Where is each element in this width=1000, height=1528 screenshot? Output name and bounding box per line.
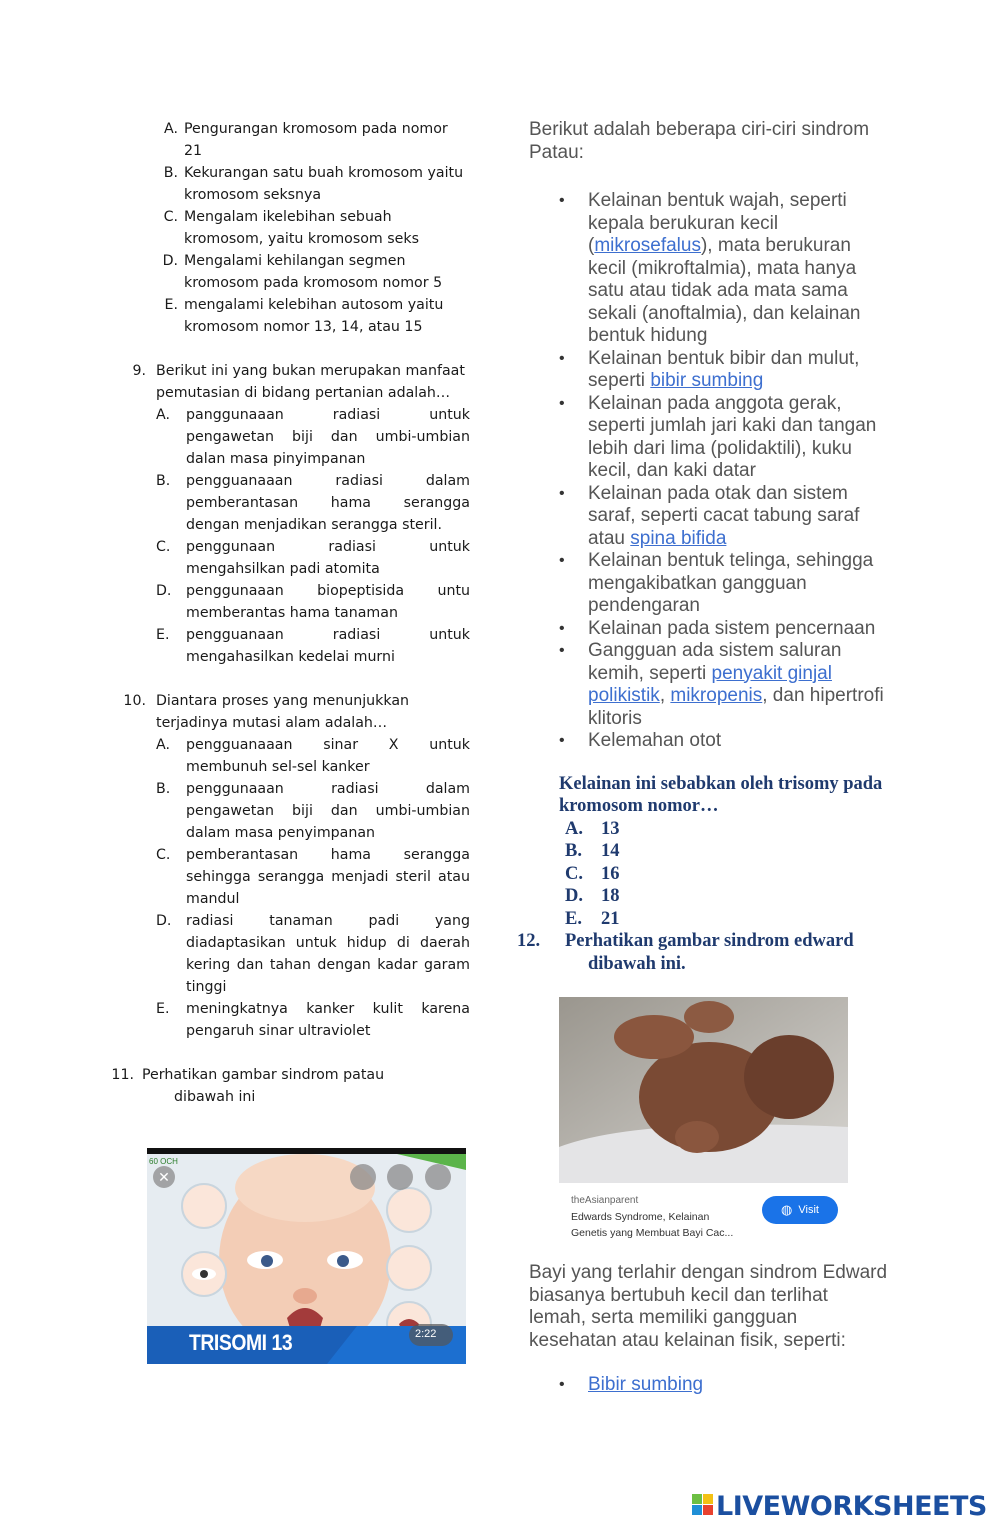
edward-description: Bayi yang terlahir dengan sindrom Edward biasanya bertubuh kecil dan terlihat lemah, serta memiliki gangguan kesehatan atau kelainan fisik, seperti:	[529, 1262, 888, 1351]
option-c[interactable]: C. pemberantasan hama serangga sehingga serangga menjadi steril atau mandul	[156, 847, 470, 907]
prev-question-options	[160, 118, 470, 338]
option-c[interactable]: C. Mengalam ikelebihan sebuah kromosom, yaitu kromosom seks	[163, 209, 419, 247]
question-12	[517, 930, 889, 975]
question-text-line2: dibawah ini	[174, 1089, 256, 1105]
option-a[interactable]: A. panggunaaan radiasi untuk pengawetan biji dan umbi-umbian dalan masa pinyimpanan	[156, 407, 470, 467]
question-number: 11.	[111, 1067, 134, 1083]
question-number: 10.	[123, 693, 146, 709]
link-mikropenis[interactable]: mikropenis	[670, 685, 763, 706]
trisomy-question: Kelainan ini sebabkan oleh trisomy pada kromosom nomor…	[559, 773, 883, 816]
list-item: • Kelainan bentuk telinga, sehingga mengakibatkan gangguan pendengaran	[559, 550, 874, 616]
link-bibir-sumbing-edward[interactable]: Bibir sumbing	[588, 1374, 704, 1395]
option-d[interactable]: D. radiasi tanaman padi yang diadaptasikan untuk hidup di daerah kering dan tahan dengan kadar garam tinggi	[156, 913, 470, 995]
option-d[interactable]: D. penggunaaan biopeptisida untu memberantas hama tanaman	[156, 583, 470, 621]
list-item: • Kelainan pada sistem pencernaan	[559, 617, 876, 639]
question-number: 9.	[132, 363, 146, 379]
option-e[interactable]: E. pengguanaan radiasi untuk mengahasilkan kedelai murni	[156, 627, 470, 665]
caption-title-line2: Genetis yang Membuat Bayi Cac...	[571, 1227, 734, 1239]
liveworksheets-logo[interactable]	[692, 1489, 987, 1523]
question-text-line2: dibawah ini.	[588, 953, 686, 974]
edward-characteristics-list	[529, 1374, 889, 1397]
question-text: Perhatikan gambar sindrom edward	[565, 931, 854, 951]
brand-name: LIVEWORKSHEETS	[716, 1490, 987, 1522]
trisomi-13-image	[147, 1148, 466, 1364]
question-text: Perhatikan gambar sindrom patau	[142, 1067, 385, 1083]
visit-button[interactable]: ◍ Visit	[762, 1196, 838, 1224]
option-b[interactable]: B. pengguanaaan radiasi dalam pemberantasan hama serangga dengan menjadikan serangga steril.	[156, 473, 470, 533]
option-c[interactable]: C. 16	[565, 863, 620, 884]
trisomi-corner-label: 60 OCH	[149, 1157, 178, 1166]
question-9-options	[156, 404, 470, 668]
option-b[interactable]: B. Kekurangan satu buah kromosom yaitu kromosom seksnya	[163, 165, 464, 203]
list-item: • Kelemahan otot	[559, 730, 722, 751]
option-e[interactable]: E. mengalami kelebihan autosom yaitu kromosom nomor 13, 14, atau 15	[164, 297, 444, 335]
option-a[interactable]: A. 13	[565, 818, 620, 839]
left-column	[110, 118, 470, 1108]
option-d[interactable]: D. 18	[565, 886, 620, 906]
option-b[interactable]: B. penggunaaan radiasi dalam pengawetan biji dan umbi-umbian dalam masa penyimpanan	[156, 781, 470, 841]
svg-text:✕: ✕	[158, 1170, 170, 1186]
video-duration: 2:22	[415, 1328, 437, 1340]
list-item: • Kelainan pada otak dan sistem saraf, seperti cacat tabung saraf atau spina bifida	[559, 482, 860, 549]
patau-intro: Berikut adalah beberapa ciri-ciri sindrom Patau:	[529, 119, 870, 163]
question-number: 12.	[517, 931, 541, 951]
list-item: • Kelainan bentuk bibir dan mulut, seperti bibir sumbing	[559, 347, 860, 391]
question-text: Diantara proses yang menunjukkan terjadinya mutasi alam adalah…	[156, 693, 409, 731]
question-11	[100, 1064, 470, 1108]
option-d[interactable]: D. Mengalami kehilangan segmen kromosom pada kromosom nomor 5	[162, 253, 443, 291]
liveworksheets-icon	[692, 1494, 714, 1518]
globe-icon: ◍	[781, 1202, 793, 1217]
right-column	[517, 118, 889, 975]
question-10-options	[156, 734, 470, 1042]
caption-title-line1: Edwards Syndrome, Kelainan	[571, 1211, 710, 1223]
link-penyakit-ginjal[interactable]: penyakit ginjal polikistik	[588, 662, 832, 706]
trisomy-options	[559, 818, 889, 931]
list-item: • Kelainan bentuk wajah, seperti kepala berukuran kecil (mikrosefalus), mata berukuran kecil (mikroftalmia), mata hanya satu atau tidak ada mata sama sekali (anoftalmia), dan kelainan bentuk hidung	[559, 190, 861, 346]
link-mikrosefalus[interactable]: mikrosefalus	[594, 235, 701, 256]
link-spina-bifida[interactable]: spina bifida	[630, 527, 727, 549]
question-10	[110, 690, 470, 734]
option-e[interactable]: E. meningkatnya kanker kulit karena pengaruh sinar ultraviolet	[156, 1001, 470, 1039]
patau-characteristics-list	[529, 190, 889, 753]
list-item: • Gangguan ada sistem saluran kemih, seperti penyakit ginjal polikistik, mikropenis, dan hipertrofi klitoris	[559, 640, 884, 729]
link-bibir-sumbing[interactable]: bibir sumbing	[650, 370, 764, 391]
caption-source: theAsianparent	[571, 1195, 639, 1206]
option-b[interactable]: B. 14	[565, 841, 620, 861]
edward-syndrome-image	[559, 997, 848, 1183]
question-text: Berikut ini yang bukan merupakan manfaat pemutasian di bidang pertanian adalah…	[156, 363, 465, 401]
option-e[interactable]: E. 21	[565, 908, 620, 929]
trisomi-banner-title: TRISOMI 13	[189, 1330, 293, 1355]
option-c[interactable]: C. penggunaan radiasi untuk mengahsilkan padi atomita	[156, 539, 470, 577]
list-item: • Kelainan pada anggota gerak, seperti jumlah jari kaki dan tangan lebih dari lima (polidaktili), kuku kecil, dan kaki datar	[559, 392, 877, 481]
list-item: • Bibir sumbing	[559, 1374, 704, 1395]
question-9	[110, 360, 470, 404]
edward-baby-photo	[559, 997, 848, 1183]
option-a[interactable]: A. Pengurangan kromosom pada nomor 21	[164, 121, 448, 159]
option-a[interactable]: A. pengguanaaan sinar X untuk membunuh sel-sel kanker	[156, 737, 470, 775]
